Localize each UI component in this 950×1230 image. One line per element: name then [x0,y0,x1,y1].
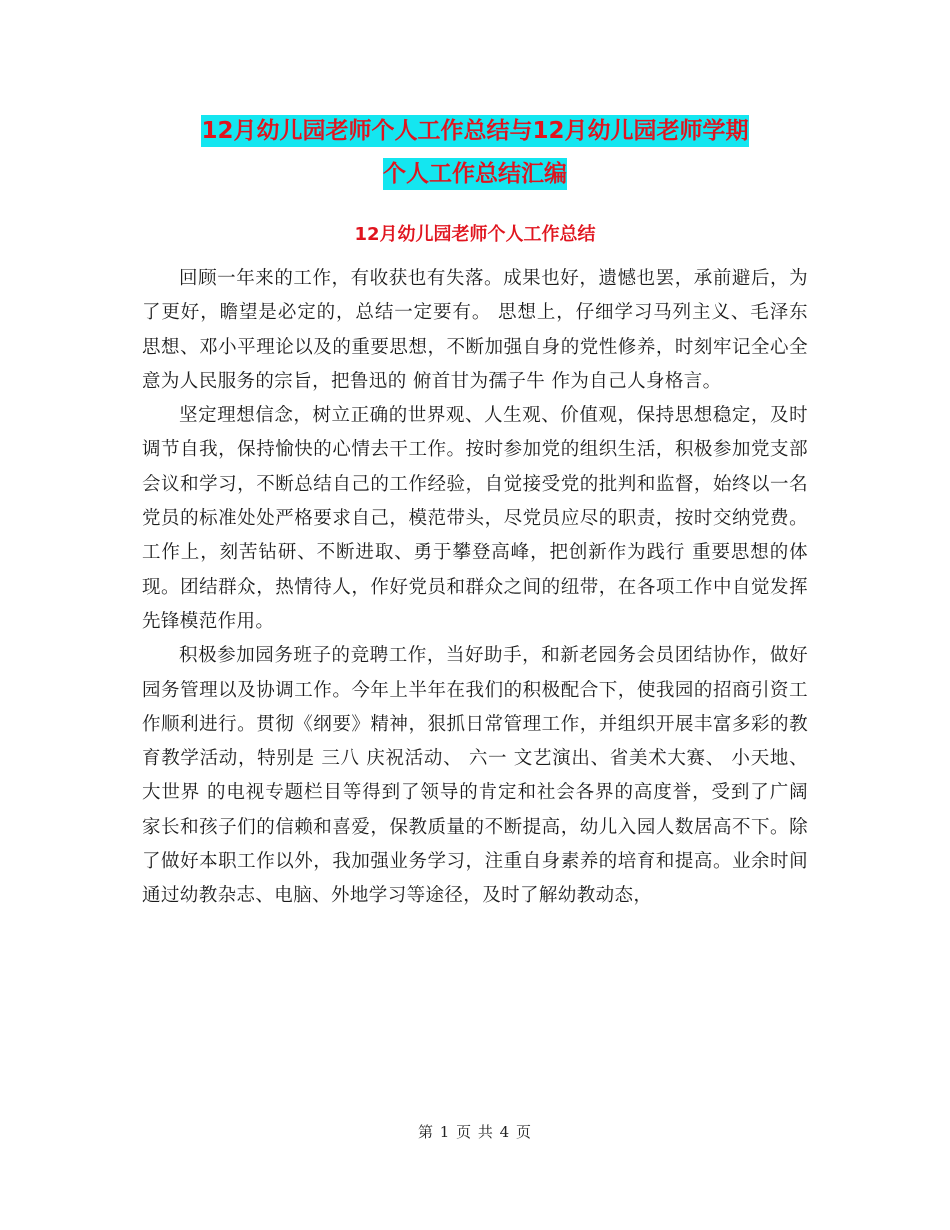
body-paragraph-3: 积极参加园务班子的竞聘工作，当好助手，和新老园务会员团结协作，做好园务管理以及协调工作。今年上半年在我们的积极配合下，使我园的招商引资工作顺利进行。贯彻《纲要》精神，狠抓日常管理工作，并组织开展丰富多彩的教育教学活动，特别是 三八 庆祝活动、 六一 文艺演出、省美术大赛、 小天地、大世界 的电视专题栏目等得到了领导的肯定和社会各界的高度誉，受到了广阔家长和孩子们的信赖和喜爱，保教质量的不断提高，幼儿入园人数居高不下。除了做好本职工作以外，我加强业务学习，注重自身素养的培育和提高。业余时间通过幼教杂志、电脑、外地学习等途径，及时了解幼教动态， [142,645,808,907]
section-title: 12月幼儿园老师个人工作总结 [354,224,596,245]
body-paragraph-1: 回顾一年来的工作，有收获也有失落。成果也好，遗憾也罢，承前避后，为了更好，瞻望是必定的，总结一定要有。 思想上，仔细学习马列主义、毛泽东思想、邓小平理论以及的重要思想，不断加强自身的党性修养，时刻牢记全心全意为人民服务的宗旨，把鲁迅的 俯首甘为孺子牛 作为自己人身格言。 [142,268,808,392]
document-body [142,262,808,914]
document-title-line-2: 个人工作总结汇编 [383,158,567,190]
document-title-line-1: 12月幼儿园老师个人工作总结与12月幼儿园老师学期 [201,115,748,147]
document-title [140,110,810,196]
body-paragraph-2: 坚定理想信念，树立正确的世界观、人生观、价值观，保持思想稳定，及时调节自我，保持愉快的心情去干工作。按时参加党的组织生活，积极参加党支部会议和学习，不断总结自己的工作经验，自觉接受党的批判和监督，始终以一名党员的标准处处严格要求自己，模范带头，尽党员应尽的职责，按时交纳党费。 工作上，刻苦钻研、不断进取、勇于攀登高峰，把创新作为践行 重要思想的体现。团结群众，热情待人，作好党员和群众之间的纽带，在各项工作中自觉发挥先锋模范作用。 [142,405,808,632]
page-footer: 第 1 页 共 4 页 [418,1123,532,1141]
